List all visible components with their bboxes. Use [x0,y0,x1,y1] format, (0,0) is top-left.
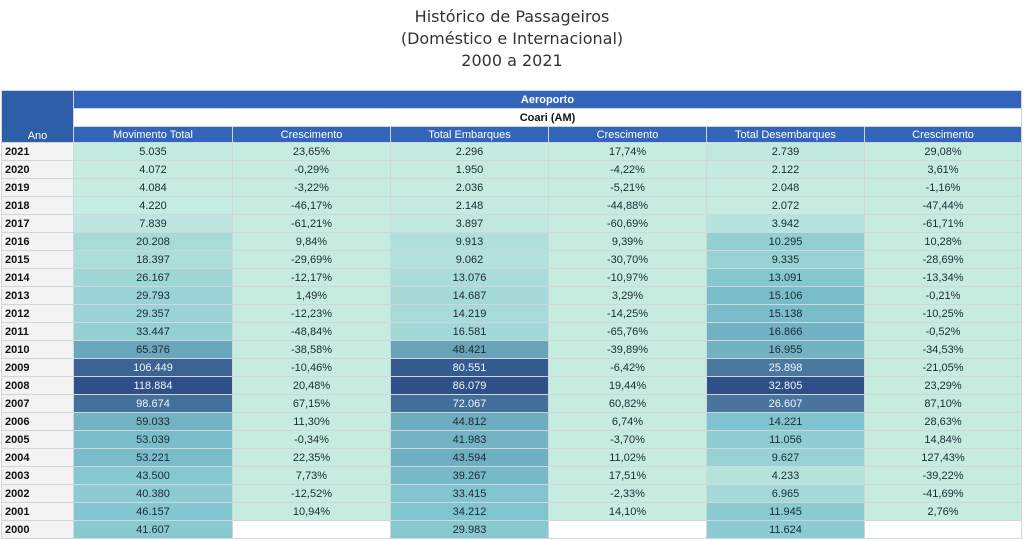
cell-crescimento-desembarques: -0,52% [865,323,1022,341]
cell-movimento-total: 98.674 [74,395,233,413]
airport-header: Coari (AM) [74,109,1022,127]
column-header-crescimento-embarques: Crescimento [549,127,707,143]
cell-total-embarques: 13.076 [391,269,549,287]
cell-year: 2007 [2,395,74,413]
cell-crescimento-embarques: -10,97% [549,269,707,287]
table-row [2,449,1022,467]
cell-total-embarques: 14.219 [391,305,549,323]
cell-year: 2015 [2,251,74,269]
cell-crescimento-desembarques: -61,71% [865,215,1022,233]
cell-crescimento-embarques: 6,74% [549,413,707,431]
cell-crescimento-desembarques: -39,22% [865,467,1022,485]
cell-movimento-total: 29.357 [74,305,233,323]
cell-movimento-total: 46.157 [74,503,233,521]
cell-crescimento-total [233,521,391,539]
cell-year: 2020 [2,161,74,179]
cell-year: 2009 [2,359,74,377]
cell-crescimento-desembarques: -13,34% [865,269,1022,287]
cell-total-embarques: 2.036 [391,179,549,197]
cell-crescimento-embarques: -39,89% [549,341,707,359]
cell-movimento-total: 53.221 [74,449,233,467]
cell-total-embarques: 44.812 [391,413,549,431]
cell-total-desembarques: 3.942 [707,215,865,233]
cell-year: 2011 [2,323,74,341]
table-row [2,269,1022,287]
cell-total-desembarques: 16.866 [707,323,865,341]
cell-movimento-total: 106.449 [74,359,233,377]
table-row [2,359,1022,377]
cell-crescimento-embarques: 19,44% [549,377,707,395]
title-line-3: 2000 a 2021 [461,51,563,70]
cell-movimento-total: 53.039 [74,431,233,449]
cell-total-embarques: 9.913 [391,233,549,251]
cell-movimento-total: 4.084 [74,179,233,197]
cell-crescimento-embarques: -60,69% [549,215,707,233]
table-row [2,287,1022,305]
table-row [2,503,1022,521]
table-body [2,143,1022,539]
table-row [2,197,1022,215]
cell-crescimento-desembarques: 28,63% [865,413,1022,431]
cell-crescimento-total: 10,94% [233,503,391,521]
cell-year: 2001 [2,503,74,521]
cell-total-desembarques: 2.122 [707,161,865,179]
cell-crescimento-total: 67,15% [233,395,391,413]
cell-crescimento-total: -3,22% [233,179,391,197]
table-row [2,143,1022,161]
table-row [2,305,1022,323]
cell-crescimento-total: -29,69% [233,251,391,269]
cell-crescimento-total: -12,52% [233,485,391,503]
cell-total-embarques: 86.079 [391,377,549,395]
table-row [2,395,1022,413]
cell-crescimento-desembarques: -34,53% [865,341,1022,359]
column-header-crescimento-total: Crescimento [233,127,391,143]
cell-crescimento-embarques: -3,70% [549,431,707,449]
cell-total-desembarques: 11.624 [707,521,865,539]
cell-crescimento-desembarques: 29,08% [865,143,1022,161]
cell-crescimento-embarques: -5,21% [549,179,707,197]
cell-movimento-total: 29.793 [74,287,233,305]
title-block [0,6,1024,72]
cell-year: 2014 [2,269,74,287]
table-row [2,233,1022,251]
cell-total-embarques: 2.148 [391,197,549,215]
cell-total-desembarques: 15.106 [707,287,865,305]
cell-total-embarques: 72.067 [391,395,549,413]
cell-crescimento-total: -12,17% [233,269,391,287]
cell-year: 2012 [2,305,74,323]
cell-crescimento-desembarques: 23,29% [865,377,1022,395]
title-line-1: Histórico de Passageiros [414,7,610,26]
cell-total-desembarques: 4.233 [707,467,865,485]
cell-total-desembarques: 2.072 [707,197,865,215]
cell-total-desembarques: 32.805 [707,377,865,395]
cell-crescimento-embarques: -14,25% [549,305,707,323]
cell-crescimento-desembarques: 3,61% [865,161,1022,179]
cell-crescimento-embarques: 17,74% [549,143,707,161]
cell-total-desembarques: 16.955 [707,341,865,359]
cell-crescimento-desembarques: -1,16% [865,179,1022,197]
cell-crescimento-embarques: 17,51% [549,467,707,485]
column-header-movimento-total: Movimento Total [74,127,233,143]
cell-year: 2003 [2,467,74,485]
cell-crescimento-total: -38,58% [233,341,391,359]
cell-crescimento-embarques: -4,22% [549,161,707,179]
cell-movimento-total: 59.033 [74,413,233,431]
cell-crescimento-embarques: -6,42% [549,359,707,377]
column-header-total-desembarques: Total Desembarques [707,127,865,143]
cell-crescimento-total: -46,17% [233,197,391,215]
cell-crescimento-desembarques: 14,84% [865,431,1022,449]
cell-movimento-total: 65.376 [74,341,233,359]
cell-total-embarques: 48.421 [391,341,549,359]
cell-movimento-total: 4.072 [74,161,233,179]
cell-total-desembarques: 6.965 [707,485,865,503]
cell-crescimento-total: -0,29% [233,161,391,179]
cell-crescimento-total: 9,84% [233,233,391,251]
cell-crescimento-embarques: -30,70% [549,251,707,269]
cell-crescimento-desembarques: 87,10% [865,395,1022,413]
table-row [2,431,1022,449]
cell-total-embarques: 39.267 [391,467,549,485]
cell-year: 2019 [2,179,74,197]
table-row [2,161,1022,179]
cell-crescimento-embarques: 9,39% [549,233,707,251]
cell-year: 2018 [2,197,74,215]
cell-total-desembarques: 13.091 [707,269,865,287]
cell-crescimento-desembarques: 10,28% [865,233,1022,251]
cell-year: 2017 [2,215,74,233]
cell-crescimento-embarques: -44,88% [549,197,707,215]
cell-crescimento-embarques: 60,82% [549,395,707,413]
cell-year: 2016 [2,233,74,251]
cell-crescimento-desembarques [865,521,1022,539]
cell-crescimento-desembarques: -21,05% [865,359,1022,377]
cell-total-desembarques: 11.945 [707,503,865,521]
passenger-table [1,90,1022,539]
cell-year: 2002 [2,485,74,503]
cell-total-embarques: 1.950 [391,161,549,179]
cell-movimento-total: 5.035 [74,143,233,161]
cell-crescimento-total: 22,35% [233,449,391,467]
cell-total-embarques: 80.551 [391,359,549,377]
cell-movimento-total: 7.839 [74,215,233,233]
table-row [2,215,1022,233]
cell-crescimento-embarques: -65,76% [549,323,707,341]
cell-crescimento-desembarques: -28,69% [865,251,1022,269]
cell-crescimento-embarques: -2,33% [549,485,707,503]
cell-crescimento-embarques: 3,29% [549,287,707,305]
cell-movimento-total: 40.380 [74,485,233,503]
cell-year: 2005 [2,431,74,449]
cell-movimento-total: 26.167 [74,269,233,287]
table-row [2,467,1022,485]
cell-movimento-total: 33.447 [74,323,233,341]
column-header-total-embarques: Total Embarques [391,127,549,143]
cell-total-desembarques: 26.607 [707,395,865,413]
cell-total-desembarques: 14.221 [707,413,865,431]
table-row [2,485,1022,503]
cell-total-desembarques: 25.898 [707,359,865,377]
table-row [2,521,1022,539]
cell-crescimento-desembarques: 127,43% [865,449,1022,467]
group-header-aeroporto: Aeroporto [74,91,1022,109]
cell-year: 2008 [2,377,74,395]
cell-total-embarques: 2.296 [391,143,549,161]
cell-total-embarques: 14.687 [391,287,549,305]
cell-crescimento-desembarques: -0,21% [865,287,1022,305]
cell-crescimento-embarques: 11,02% [549,449,707,467]
cell-total-desembarques: 10.295 [707,233,865,251]
table-row [2,341,1022,359]
cell-total-embarques: 33.415 [391,485,549,503]
cell-total-desembarques: 9.335 [707,251,865,269]
cell-total-embarques: 16.581 [391,323,549,341]
cell-total-embarques: 9.062 [391,251,549,269]
cell-crescimento-desembarques: -10,25% [865,305,1022,323]
table-row [2,413,1022,431]
cell-total-desembarques: 2.048 [707,179,865,197]
cell-crescimento-desembarques: -41,69% [865,485,1022,503]
cell-year: 2021 [2,143,74,161]
cell-total-desembarques: 2.739 [707,143,865,161]
cell-year: 2004 [2,449,74,467]
cell-crescimento-total: -12,23% [233,305,391,323]
cell-movimento-total: 20.208 [74,233,233,251]
column-header-ano: Ano [2,91,74,143]
cell-total-embarques: 34.212 [391,503,549,521]
cell-total-desembarques: 15.138 [707,305,865,323]
cell-crescimento-total: 11,30% [233,413,391,431]
cell-movimento-total: 43.500 [74,467,233,485]
cell-crescimento-total: 20,48% [233,377,391,395]
cell-movimento-total: 18.397 [74,251,233,269]
cell-crescimento-total: 1,49% [233,287,391,305]
table-row [2,323,1022,341]
cell-total-embarques: 41.983 [391,431,549,449]
cell-crescimento-total: 23,65% [233,143,391,161]
table-row [2,251,1022,269]
cell-movimento-total: 118.884 [74,377,233,395]
cell-crescimento-total: 7,73% [233,467,391,485]
cell-movimento-total: 4.220 [74,197,233,215]
cell-crescimento-total: -48,84% [233,323,391,341]
cell-total-embarques: 43.594 [391,449,549,467]
cell-crescimento-embarques [549,521,707,539]
table-row [2,377,1022,395]
table-row [2,179,1022,197]
cell-year: 2013 [2,287,74,305]
cell-year: 2000 [2,521,74,539]
cell-crescimento-desembarques: 2,76% [865,503,1022,521]
cell-crescimento-total: -61,21% [233,215,391,233]
cell-movimento-total: 41.607 [74,521,233,539]
cell-year: 2006 [2,413,74,431]
cell-crescimento-total: -0,34% [233,431,391,449]
cell-total-desembarques: 9.627 [707,449,865,467]
cell-crescimento-total: -10,46% [233,359,391,377]
cell-year: 2010 [2,341,74,359]
cell-total-desembarques: 11.056 [707,431,865,449]
column-header-crescimento-desembarques: Crescimento [865,127,1022,143]
cell-total-embarques: 29.983 [391,521,549,539]
cell-crescimento-embarques: 14,10% [549,503,707,521]
cell-crescimento-desembarques: -47,44% [865,197,1022,215]
title-line-2: (Doméstico e Internacional) [400,29,624,48]
cell-total-embarques: 3.897 [391,215,549,233]
